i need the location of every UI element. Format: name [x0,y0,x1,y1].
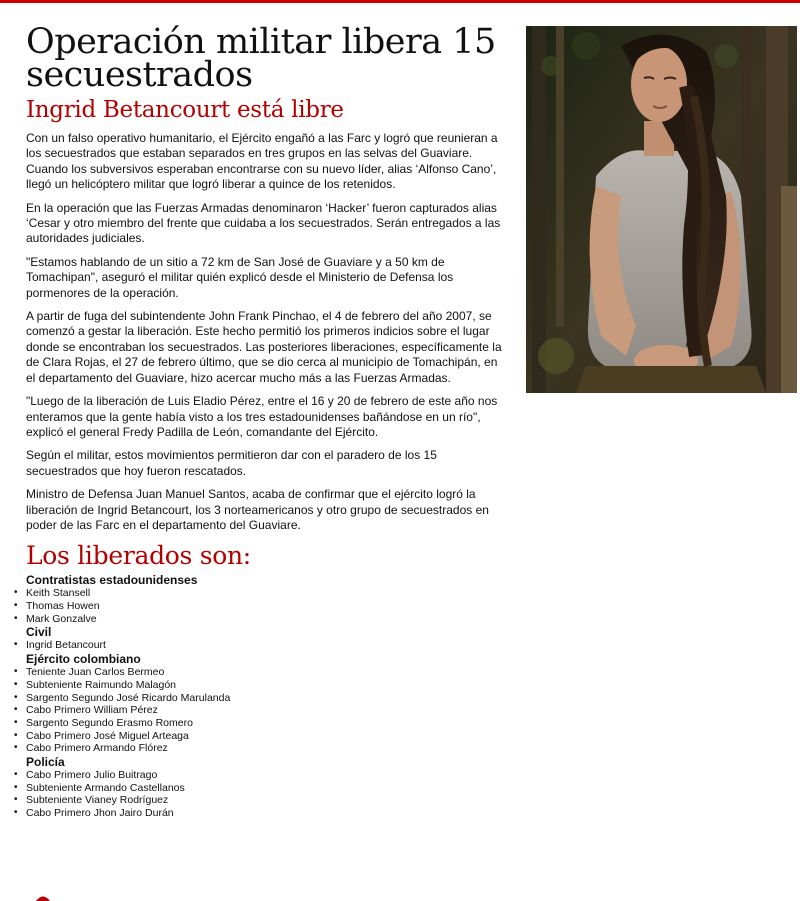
list-item: • Mark Gonzalve [12,613,506,626]
list-item: • Keith Stansell [12,587,506,600]
article-body [26,131,506,533]
list-item: • Subteniente Vianey Rodríguez [12,794,506,807]
list-item: • Subteniente Raimundo Malagón [12,679,506,692]
group-title: Ejército colombiano [26,652,141,667]
paragraph: "Luego de la liberación de Luis Eladio Pérez, entre el 16 y 20 de febrero de este año nos enteramos que la gente había visto a los tres estadounidenses bañándose en un río", explicó el general Fredy Padilla de León, comandante del Ejército. [26,394,498,439]
top-red-rule [0,0,800,3]
headline: Operación militar libera 15 secuestrados [26,22,496,95]
list-item: • Cabo Primero José Miguel Arteaga [12,730,506,743]
list-item: • Ingrid Betancourt [12,639,506,652]
list-item: • Cabo Primero Julio Buitrago [12,769,506,782]
names-list [12,769,506,820]
list-item: • Teniente Juan Carlos Bermeo [12,666,506,679]
paragraph: Ministro de Defensa Juan Manuel Santos, acaba de confirmar que el ejército logró la liberación de Ingrid Betancourt, los 3 norteamericanos y otro grupo de secuestrados en poder de las Farc en el departamento del Guaviare. [26,487,489,532]
list-item: • Cabo Primero Armando Flórez [12,742,506,755]
names-list [12,639,506,652]
names-list [12,587,506,625]
liberados-list [26,573,506,820]
group-title: Contratistas estadounidenses [26,573,198,588]
group-title: Civil [26,625,52,640]
names-list [12,666,506,755]
group-title: Policía [26,755,65,770]
bottom-red-mark [34,892,52,901]
photo-illustration [526,26,797,393]
list-item: • Sargento Segundo Erasmo Romero [12,717,506,730]
paragraph: En la operación que las Fuerzas Armadas denominaron ‘Hacker’ fueron capturados alias ‘Cesar y otro miembro del frente que cuidaba a los secuestrados. Serán entregados a las autoridades judiciales. [26,200,501,246]
list-item: • Cabo Primero William Pérez [12,704,506,717]
list-item: • Cabo Primero Jhon Jairo Durán [12,807,506,820]
paragraph: Con un falso operativo humanitario, el Ejército engañó a las Farc y logró que reunieran a los secuestrados que estaban separados en tres grupos en las selvas del Guaviare. Cuando los subversivos esperaban encontrarse con su nuevo líder, alias ‘Alfonso Cano’, llegó un helicóptero militar que logró liberar a quince de los retenidos. [26,131,498,192]
subheadline: Ingrid Betancourt está libre [26,97,344,123]
list-item: • Sargento Segundo José Ricardo Marulanda [12,692,506,705]
paragraph: "Estamos hablando de un sitio a 72 km de San José de Guaviare y a 50 km de Tomachipan", aseguró el militar quién explicó desde el Ministerio de Defensa los pormenores de la operación. [26,254,454,300]
list-item: • Thomas Howen [12,600,506,613]
liberados-heading: Los liberados son: [26,541,251,571]
article [26,22,506,820]
list-item: • Subteniente Armando Castellanos [12,782,506,795]
paragraph: Según el militar, estos movimientos permitieron dar con el paradero de los 15 secuestrados que hoy fueron rescatados. [26,448,437,478]
paragraph: A partir de fuga del subintendente John Frank Pinchao, el 4 de febrero del año 2007, se comenzó a gestar la liberación. Este hecho permitió los primeros indicios sobre el lugar donde se encontraban los secuestrados. Las posteriores liberaciones, específicamente la de Clara Rojas, el 27 de febrero último, que se dio cerca al municipio de Tomachipán, en el departamento del Guaviare, hizo acercar mucho más a las Fuerzas Armadas. [26,309,502,385]
hostage-photo [526,26,797,393]
